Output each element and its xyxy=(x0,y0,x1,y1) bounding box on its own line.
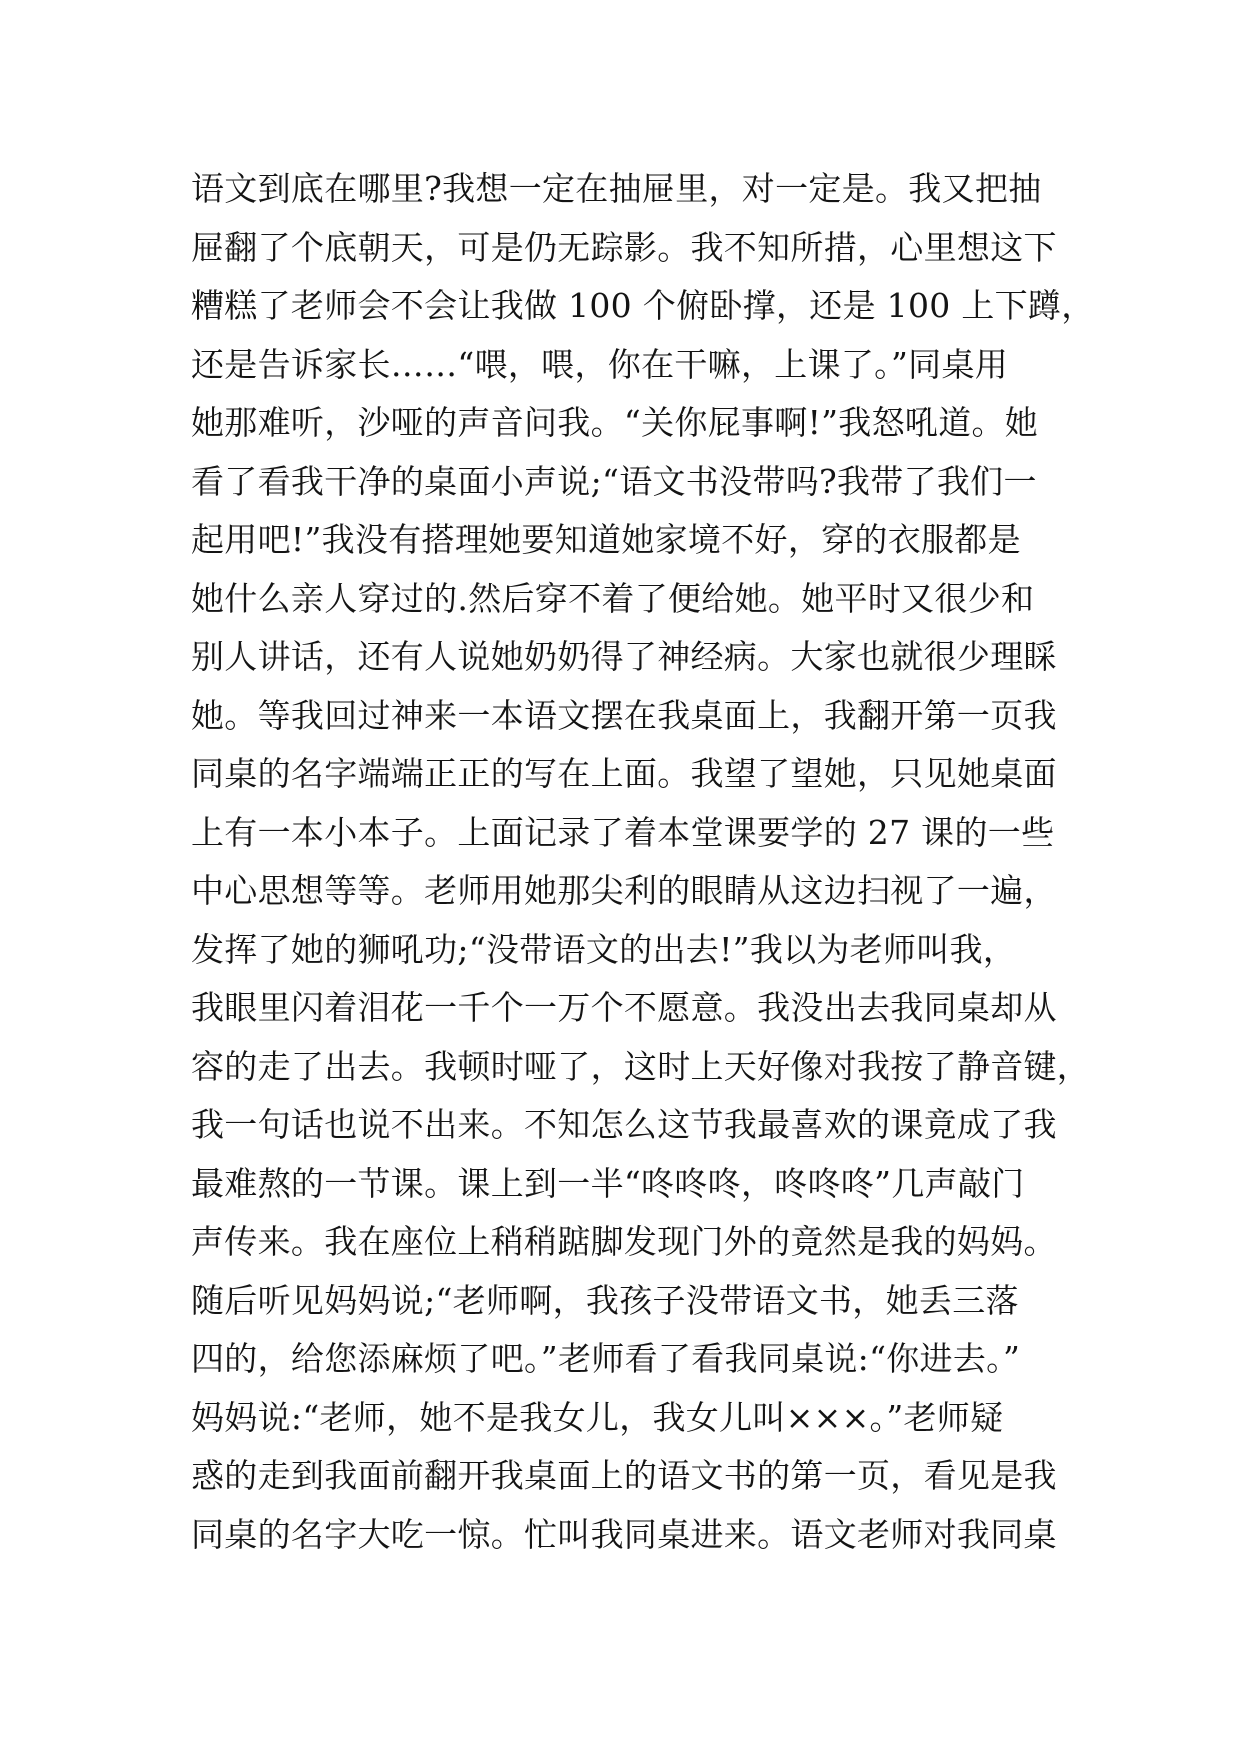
text-line: 语文到底在哪里?我想一定在抽屉里，对一定是。我又把抽 xyxy=(191,169,1042,208)
text-line: 她那难听，沙哑的声音问我。“关你屁事啊!”我怒吼道。她 xyxy=(191,403,1039,442)
text-line: 发挥了她的狮吼功;“没带语文的出去!”我以为老师叫我， xyxy=(191,929,1017,969)
text-line: 我眼里闪着泪花一千个一万个不愿意。我没出去我同桌却从 xyxy=(191,988,1057,1027)
text-line: 起用吧!”我没有搭理她要知道她家境不好，穿的衣服都是 xyxy=(191,520,1021,559)
text-line: 中心思想等等。老师用她那尖利的眼睛从这边扫视了一遍， xyxy=(191,871,1057,910)
body-text xyxy=(191,160,1095,1564)
text-line: 看了看我干净的桌面小声说;“语文书没带吗?我带了我们一 xyxy=(191,461,1037,501)
text-line: 妈妈说:“老师，她不是我女儿，我女儿叫×××。”老师疑 xyxy=(191,1397,1004,1437)
text-line: 我一句话也说不出来。不知怎么这节我最喜欢的课竟成了我 xyxy=(191,1105,1057,1144)
text-line: 别人讲话，还有人说她奶奶得了神经病。大家也就很少理睬 xyxy=(191,637,1057,676)
text-line: 屉翻了个底朝天，可是仍无踪影。我不知所措，心里想这下 xyxy=(191,227,1057,267)
text-line: 最难熬的一节课。课上到一半“咚咚咚，咚咚咚”几声敲门 xyxy=(191,1163,1025,1203)
text-line: 容的走了出去。我顿时哑了，这时上天好像对我按了静音键， xyxy=(191,1046,1091,1086)
text-line: 同桌的名字端端正正的写在上面。我望了望她，只见她桌面 xyxy=(191,754,1057,793)
text-line: 上有一本小本子。上面记录了着本堂课要学的 27 课的一些 xyxy=(191,812,1055,852)
text-line: 声传来。我在座位上稍稍踮脚发现门外的竟然是我的妈妈。 xyxy=(191,1222,1057,1261)
text-line: 惑的走到我面前翻开我桌面上的语文书的第一页，看见是我 xyxy=(191,1456,1057,1495)
text-line: 还是告诉家长……“喂，喂，你在干嘛，上课了。”同桌用 xyxy=(191,344,1009,384)
text-line: 四的，给您添麻烦了吧。”老师看了看我同桌说:“你进去。” xyxy=(191,1339,1021,1378)
text-line: 她。等我回过神来一本语文摆在我桌面上，我翻开第一页我 xyxy=(191,695,1057,735)
text-line: 随后听见妈妈说;“老师啊，我孩子没带语文书，她丢三落 xyxy=(191,1280,1019,1320)
text-line: 她什么亲人穿过的.然后穿不着了便给她。她平时又很少和 xyxy=(191,578,1035,618)
text-line: 同桌的名字大吃一惊。忙叫我同桌进来。语文老师对我同桌 xyxy=(191,1514,1057,1554)
text-line: 糟糕了老师会不会让我做 100 个俯卧撑，还是 100 上下蹲， xyxy=(191,286,1095,325)
